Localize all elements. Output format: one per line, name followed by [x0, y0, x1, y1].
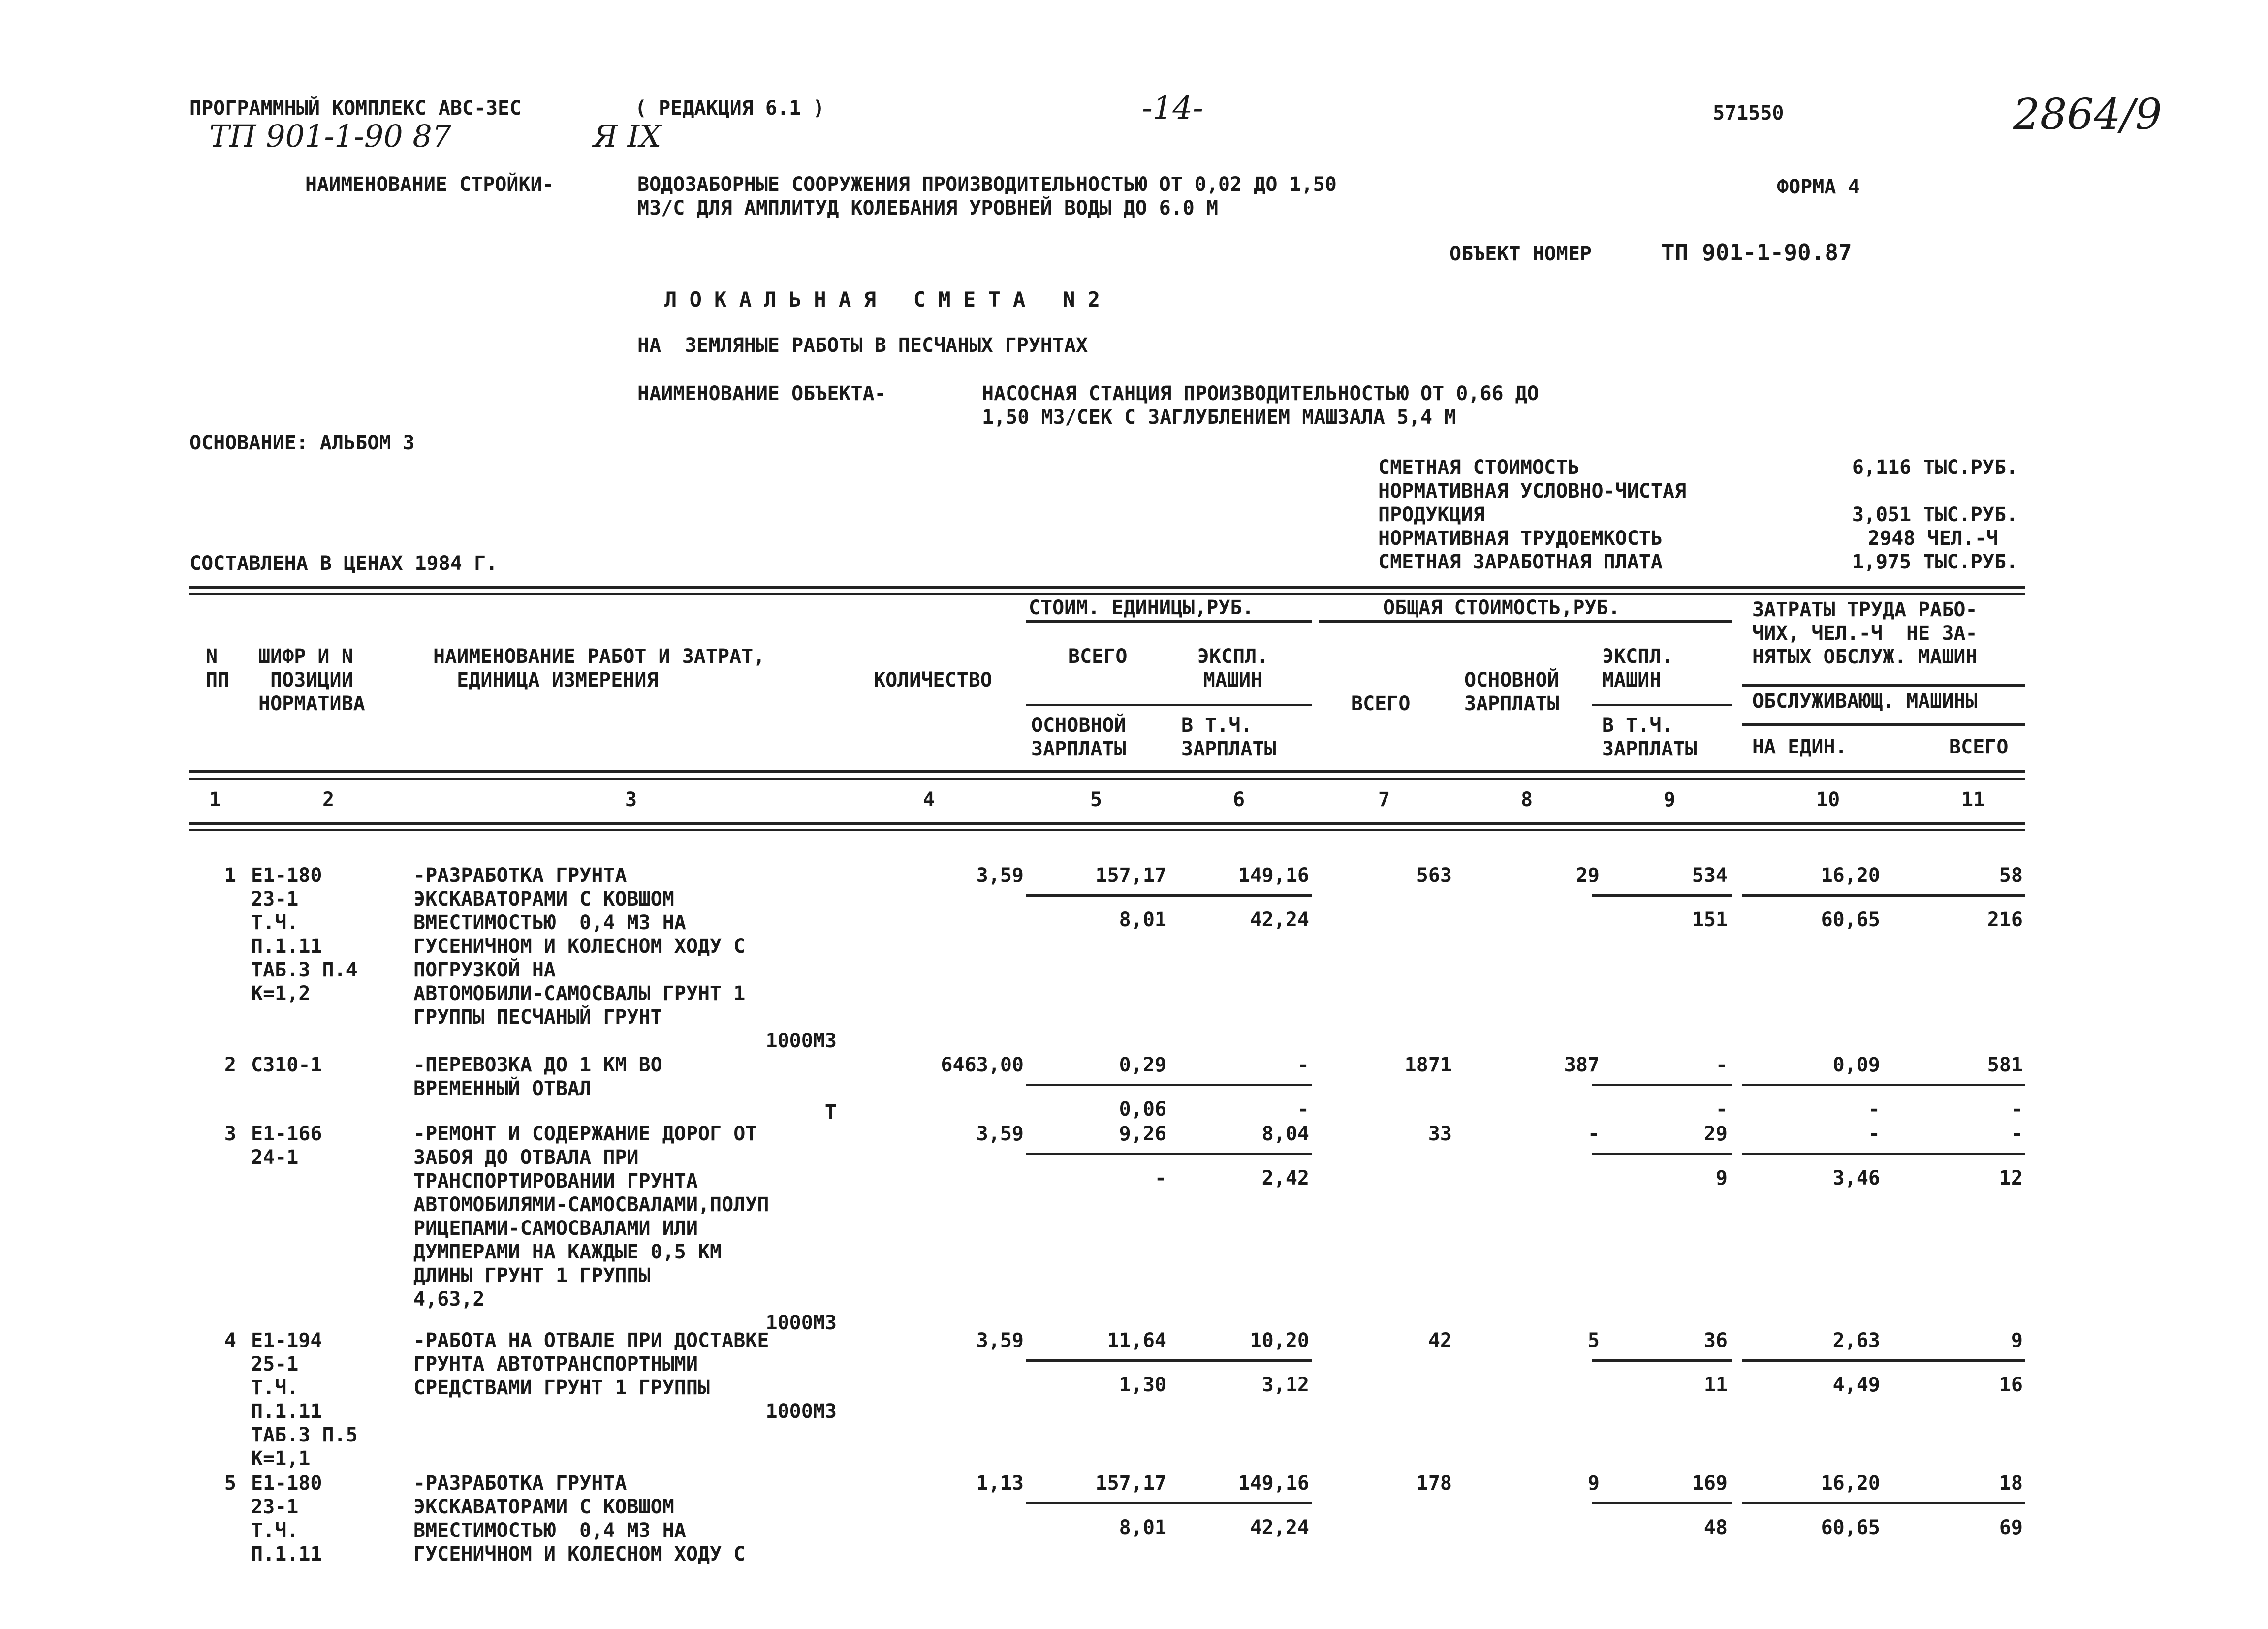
handwritten-album-mark: Я IX [593, 118, 662, 154]
work-unit: 1000М3 [765, 1312, 837, 1334]
work-unit: 1000М3 [765, 1030, 837, 1052]
object-label: НАИМЕНОВАНИЕ ОБЪЕКТА- [637, 382, 886, 405]
norm-code: С310-1 [251, 1054, 322, 1076]
col-head-tc-mach: ЭКСПЛ. МАШИН [1602, 645, 1673, 691]
column-number: 5 [1090, 788, 1102, 811]
summary-value: 2948 ЧЕЛ.-Ч [1868, 527, 1998, 550]
col-head-labor-mach: ОБСЛУЖИВАЮЩ. МАШИНЫ [1752, 690, 1978, 713]
total-wage: 9 [1587, 1472, 1600, 1495]
object-name-line-1: НАСОСНАЯ СТАНЦИЯ ПРОИЗВОДИТЕЛЬНОСТЬЮ ОТ 0,66 ДО [982, 382, 1539, 405]
row-number: 2 [224, 1054, 236, 1076]
labor-machine-per-unit: 60,65 [1821, 1516, 1880, 1539]
total-machines: 534 [1692, 864, 1728, 887]
column-numbers-rule-2 [189, 829, 2025, 831]
labor-per-unit: - [1868, 1123, 1880, 1145]
column-number: 4 [923, 788, 935, 811]
summary-value: 6,116 ТЫС.РУБ. [1852, 456, 2018, 479]
unit-cost-wage: - [1154, 1167, 1166, 1190]
labor-machine-total: 16 [1999, 1374, 2023, 1396]
total-machines: 36 [1703, 1329, 1728, 1352]
col-head-uc-mach: ЭКСПЛ. МАШИН [1197, 645, 1269, 691]
unit-cost-total: 157,17 [1095, 1472, 1166, 1495]
total-wage: 29 [1575, 864, 1600, 887]
summary-value: 1,975 ТЫС.РУБ. [1852, 551, 2018, 573]
work-name: -РАЗРАБОТКА ГРУНТА ЭКСКАВАТОРАМИ С КОВШОМ ВМЕСТИМОСТЬЮ 0,4 М3 НА ГУСЕНИЧНОМ И КОЛЕСНОМ ХОДУ С ПОГРУЗКОЙ НА АВТОМОБИЛИ-САМОСВАЛЫ ГРУНТ 1 ГРУППЫ ПЕСЧАНЫЙ ГРУНТ [413, 864, 746, 1029]
unit-cost-machine-wage: - [1297, 1098, 1309, 1121]
unit-cost-machine-wage: 42,24 [1250, 908, 1309, 931]
summary-label: СМЕТНАЯ СТОИМОСТЬ [1378, 456, 1580, 479]
object-number-label: ОБЪЕКТ НОМЕР [1449, 243, 1592, 265]
divider [1319, 620, 1732, 623]
labor-total: 581 [1987, 1054, 2023, 1076]
col-head-quantity: КОЛИЧЕСТВО [874, 669, 992, 691]
col-head-labor-unit: НА ЕДИН. [1752, 736, 1847, 758]
labor-machine-total: - [2011, 1098, 2023, 1121]
labor-machine-total: 216 [1987, 908, 2023, 931]
work-name: -ПЕРЕВОЗКА ДО 1 КМ ВО ВРЕМЕННЫЙ ОТВАЛ [413, 1054, 662, 1100]
labor-machine-per-unit: 60,65 [1821, 908, 1880, 931]
unit-cost-machines: 8,04 [1261, 1123, 1309, 1145]
norm-code: Е1-194 25-1 Т.Ч. П.1.11 ТАБ.3 П.5 К=1,1 [251, 1329, 358, 1470]
cell-divider [1742, 894, 2025, 897]
table-top-rule-2 [189, 593, 2025, 595]
construction-name-line-2: М3/С ДЛЯ АМПЛИТУД КОЛЕБАНИЯ УРОВНЕЙ ВОДЫ ДО 6.0 М [637, 197, 1219, 219]
cell-divider [1592, 1502, 1732, 1504]
unit-cost-machines: 149,16 [1238, 864, 1309, 887]
total-cost: 563 [1416, 864, 1452, 887]
total-wage: 5 [1587, 1329, 1600, 1352]
unit-cost-total: 11,64 [1107, 1329, 1166, 1352]
column-number: 7 [1378, 788, 1390, 811]
price-level: СОСТАВЛЕНА В ЦЕНАХ 1984 Г. [189, 552, 498, 575]
unit-cost-total: 0,29 [1119, 1054, 1166, 1076]
total-machines: 169 [1692, 1472, 1728, 1495]
column-number: 11 [1961, 788, 1985, 811]
labor-per-unit: 0,09 [1832, 1054, 1880, 1076]
unit-cost-wage: 1,30 [1119, 1374, 1166, 1396]
unit-cost-machine-wage: 42,24 [1250, 1516, 1309, 1539]
total-machines: - [1715, 1054, 1728, 1076]
column-number: 3 [625, 788, 637, 811]
total-cost: 178 [1416, 1472, 1452, 1495]
total-machine-wage: 48 [1703, 1516, 1728, 1539]
quantity: 3,59 [976, 1123, 1024, 1145]
column-number: 2 [322, 788, 335, 811]
cell-divider [1026, 1084, 1312, 1086]
form-label: ФОРМА 4 [1777, 176, 1860, 198]
labor-machine-per-unit: 4,49 [1832, 1374, 1880, 1396]
object-number: ТП 901-1-90.87 [1661, 239, 1852, 266]
divider [1026, 704, 1312, 706]
quantity: 3,59 [976, 864, 1024, 887]
work-name: -РАЗРАБОТКА ГРУНТА ЭКСКАВАТОРАМИ С КОВШОМ ВМЕСТИМОСТЬЮ 0,4 М3 НА ГУСЕНИЧНОМ И КОЛЕСНОМ ХОДУ С [413, 1472, 746, 1566]
handwritten-archive-number: 2864/9 [2013, 90, 2162, 139]
total-wage: - [1587, 1123, 1600, 1145]
unit-cost-total: 157,17 [1095, 864, 1166, 887]
labor-machine-total: 12 [1999, 1167, 2023, 1190]
handwritten-tp-number: ТП 901-1-90 87 [209, 118, 452, 154]
row-number: 5 [224, 1472, 236, 1495]
labor-per-unit: 16,20 [1821, 864, 1880, 887]
total-machine-wage: 9 [1715, 1167, 1728, 1190]
norm-code: Е1-180 23-1 Т.Ч. П.1.11 ТАБ.3 П.4 К=1,2 [251, 864, 358, 1005]
cell-divider [1026, 1153, 1312, 1155]
row-number: 3 [224, 1123, 236, 1145]
summary-label: ПРОДУКЦИЯ [1378, 503, 1485, 526]
unit-cost-machines: 149,16 [1238, 1472, 1309, 1495]
column-number: 1 [209, 788, 221, 811]
divider [1026, 620, 1312, 623]
labor-per-unit: 2,63 [1832, 1329, 1880, 1352]
unit-cost-machine-wage: 2,42 [1261, 1167, 1309, 1190]
quantity: 1,13 [976, 1472, 1024, 1495]
col-head-code: ШИФР И N ПОЗИЦИИ НОРМАТИВА [258, 645, 365, 715]
unit-cost-wage: 0,06 [1119, 1098, 1166, 1121]
summary-value: 3,051 ТЫС.РУБ. [1852, 503, 2018, 526]
col-head-unit-cost: СТОИМ. ЕДИНИЦЫ,РУБ. [1029, 596, 1254, 619]
cell-divider [1742, 1084, 2025, 1086]
total-wage: 387 [1564, 1054, 1600, 1076]
norm-code: Е1-180 23-1 Т.Ч. П.1.11 [251, 1472, 322, 1566]
labor-per-unit: 16,20 [1821, 1472, 1880, 1495]
col-head-tc-wage: ОСНОВНОЙ ЗАРПЛАТЫ [1464, 669, 1559, 715]
row-number: 1 [224, 864, 236, 887]
page-subtitle: НА ЗЕМЛЯНЫЕ РАБОТЫ В ПЕСЧАНЫХ ГРУНТАХ [637, 334, 1088, 357]
work-unit: 1000М3 [765, 1400, 837, 1423]
work-unit: Т [824, 1101, 837, 1124]
cell-divider [1592, 1359, 1732, 1362]
basis: ОСНОВАНИЕ: АЛЬБОМ 3 [189, 432, 415, 454]
unit-cost-wage: 8,01 [1119, 1516, 1166, 1539]
col-head-number: N ПП [206, 645, 230, 691]
cell-divider [1026, 1502, 1312, 1504]
labor-total: 18 [1999, 1472, 2023, 1495]
column-number: 10 [1816, 788, 1840, 811]
divider [1742, 723, 2025, 726]
cell-divider [1592, 1153, 1732, 1155]
unit-cost-total: 9,26 [1119, 1123, 1166, 1145]
labor-machine-per-unit: 3,46 [1832, 1167, 1880, 1190]
program-name: ПРОГРАММНЫЙ КОМПЛЕКС АВС-3ЕС [189, 97, 522, 120]
work-name: -РЕМОНТ И СОДЕРЖАНИЕ ДОРОГ ОТ ЗАБОЯ ДО ОТВАЛА ПРИ ТРАНСПОРТИРОВАНИИ ГРУНТА АВТОМОБИЛЯМИ-САМОСВАЛАМИ,ПОЛУП РИЦЕПАМИ-САМОСВАЛАМИ ИЛИ ДУМПЕРАМИ НА КАЖДЫЕ 0,5 КМ ДЛИНЫ ГРУНТ 1 ГРУППЫ 4,63,2 [413, 1123, 769, 1311]
table-top-rule [189, 586, 2025, 589]
col-head-total-cost: ОБЩАЯ СТОИМОСТЬ,РУБ. [1383, 596, 1620, 619]
cell-divider [1592, 894, 1732, 897]
labor-total: 9 [2011, 1329, 2023, 1352]
total-cost: 33 [1428, 1123, 1452, 1145]
unit-cost-wage: 8,01 [1119, 908, 1166, 931]
summary-label: НОРМАТИВНАЯ УСЛОВНО-ЧИСТАЯ [1378, 480, 1687, 502]
construction-label: НАИМЕНОВАНИЕ СТРОЙКИ- [305, 173, 554, 196]
col-head-uc-mach-wage: В Т.Ч. ЗАРПЛАТЫ [1181, 714, 1276, 760]
column-number: 6 [1233, 788, 1245, 811]
col-head-tc-total: ВСЕГО [1351, 692, 1411, 715]
labor-machine-per-unit: - [1868, 1098, 1880, 1121]
cell-divider [1742, 1502, 2025, 1504]
object-name-line-2: 1,50 М3/СЕК С ЗАГЛУБЛЕНИЕМ МАШЗАЛА 5,4 М [982, 406, 1456, 429]
quantity: 6463,00 [941, 1054, 1024, 1076]
column-number: 8 [1521, 788, 1533, 811]
labor-total: - [2011, 1123, 2023, 1145]
cell-divider [1592, 1084, 1732, 1086]
column-number: 9 [1664, 788, 1676, 811]
col-head-labor: ЗАТРАТЫ ТРУДА РАБО- ЧИХ, ЧЕЛ.-Ч НЕ ЗА- НЯТЫХ ОБСЛУЖ. МАШИН [1752, 598, 1978, 668]
total-machine-wage: - [1715, 1098, 1728, 1121]
document-code: 571550 [1713, 102, 1784, 125]
unit-cost-machine-wage: 3,12 [1261, 1374, 1309, 1396]
col-head-name: НАИМЕНОВАНИЕ РАБОТ И ЗАТРАТ, ЕДИНИЦА ИЗМЕРЕНИЯ [433, 645, 765, 691]
construction-name-line-1: ВОДОЗАБОРНЫЕ СООРУЖЕНИЯ ПРОИЗВОДИТЕЛЬНОСТЬЮ ОТ 0,02 ДО 1,50 [637, 173, 1337, 196]
page-title: Л О К А Л Ь Н А Я С М Е Т А N 2 [664, 287, 1101, 312]
unit-cost-machines: 10,20 [1250, 1329, 1309, 1352]
total-machine-wage: 11 [1703, 1374, 1728, 1396]
summary-label: НОРМАТИВНАЯ ТРУДОЕМКОСТЬ [1378, 527, 1663, 550]
col-head-uc-wage: ОСНОВНОЙ ЗАРПЛАТЫ [1031, 714, 1126, 760]
quantity: 3,59 [976, 1329, 1024, 1352]
cell-divider [1742, 1359, 2025, 1362]
row-number: 4 [224, 1329, 236, 1352]
divider [1742, 684, 2025, 687]
norm-code: Е1-166 24-1 [251, 1123, 322, 1169]
col-head-tc-mach-wage: В Т.Ч. ЗАРПЛАТЫ [1602, 714, 1697, 760]
cell-divider [1026, 1359, 1312, 1362]
unit-cost-machines: - [1297, 1054, 1309, 1076]
work-name: -РАБОТА НА ОТВАЛЕ ПРИ ДОСТАВКЕ ГРУНТА АВТОТРАНСПОРТНЫМИ СРЕДСТВАМИ ГРУНТ 1 ГРУППЫ [413, 1329, 769, 1399]
column-numbers-rule [189, 822, 2025, 825]
edition: ( РЕДАКЦИЯ 6.1 ) [635, 97, 825, 120]
header-bottom-rule-2 [189, 778, 2025, 780]
col-head-uc-total: ВСЕГО [1068, 645, 1128, 668]
total-machines: 29 [1703, 1123, 1728, 1145]
page-number: -14- [1142, 90, 1203, 126]
summary-label: СМЕТНАЯ ЗАРАБОТНАЯ ПЛАТА [1378, 551, 1663, 573]
cell-divider [1026, 894, 1312, 897]
total-machine-wage: 151 [1692, 908, 1728, 931]
labor-total: 58 [1999, 864, 2023, 887]
total-cost: 42 [1428, 1329, 1452, 1352]
cell-divider [1742, 1153, 2025, 1155]
divider [1592, 704, 1732, 706]
labor-machine-total: 69 [1999, 1516, 2023, 1539]
col-head-labor-total: ВСЕГО [1949, 736, 2009, 758]
header-bottom-rule [189, 770, 2025, 773]
total-cost: 1871 [1404, 1054, 1452, 1076]
